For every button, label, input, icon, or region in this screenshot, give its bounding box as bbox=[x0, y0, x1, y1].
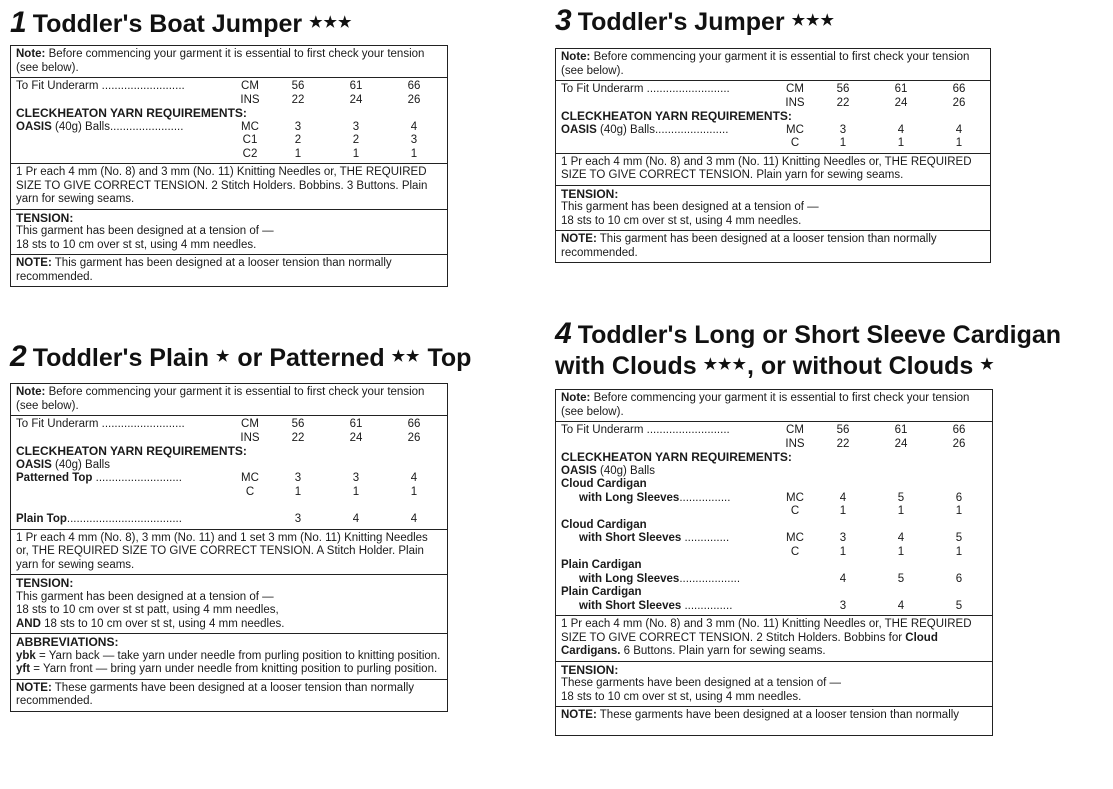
size-value: 61 bbox=[894, 424, 908, 436]
variant-title: Plain Cardigan bbox=[561, 559, 642, 571]
size-value: 22 bbox=[836, 96, 850, 109]
yarn-heading: CLECKHEATON YARN REQUIREMENTS: bbox=[561, 109, 792, 123]
size-value: 22 bbox=[836, 437, 850, 450]
variant-sub: with Short Sleeves bbox=[579, 532, 682, 544]
pattern-box bbox=[10, 45, 448, 287]
ball-count: 4 bbox=[897, 532, 905, 544]
variant-title: Plain Cardigan bbox=[561, 586, 642, 598]
ball-count: 3 bbox=[294, 513, 302, 525]
note-lead: Note: bbox=[16, 48, 46, 60]
looser-tension-note bbox=[11, 679, 447, 711]
title-text: , or without Clouds bbox=[746, 352, 974, 380]
tension-heading: TENSION: bbox=[16, 576, 74, 590]
note-lead: NOTE: bbox=[16, 681, 52, 694]
tension-heading: TENSION: bbox=[16, 210, 74, 225]
sizes-cm-row bbox=[561, 424, 988, 438]
ball-count: 4 bbox=[839, 572, 847, 585]
variant-sub: with Long Sleeves bbox=[579, 572, 680, 585]
tension-text: These garments have been designed at a tension of — bbox=[561, 677, 842, 689]
leader-dots: ................ bbox=[679, 491, 731, 504]
title-text: with Clouds bbox=[555, 352, 697, 380]
yarn-row bbox=[561, 546, 988, 560]
yarn-weight: (40g) Balls....................... bbox=[51, 120, 184, 133]
tension-heading: TENSION: bbox=[561, 186, 619, 201]
size-value: 26 bbox=[952, 437, 966, 450]
needles-and-notions: 1 Pr each 4 mm (No. 8), 3 mm (No. 11) and 1 set 3 mm (No. 11) Knitting Needles or, THE REQUIRED SIZE TO GIVE CORRECT TENSION. A Stitch Holder. Plain yarn for sewing seams. bbox=[11, 529, 447, 575]
variant-title: Cloud Cardigan bbox=[561, 518, 647, 531]
yarn-row bbox=[16, 513, 443, 527]
ball-count: 1 bbox=[410, 485, 418, 498]
variant-sub: with Short Sleeves bbox=[579, 599, 682, 612]
tension-text: 18 sts to 10 cm over st st, using 4 mm needles. bbox=[16, 238, 257, 251]
sizes-ins-row bbox=[561, 97, 986, 111]
size-value: 56 bbox=[836, 424, 850, 436]
needles-and-notions bbox=[556, 615, 992, 661]
ball-count: 2 bbox=[294, 134, 302, 146]
ball-count: 1 bbox=[839, 505, 847, 517]
tension-text: 18 sts to 10 cm over st st, using 4 mm needles. bbox=[561, 214, 802, 227]
size-value: 56 bbox=[291, 80, 305, 92]
colour-code: C2 bbox=[242, 147, 258, 160]
variant-label: Patterned Top bbox=[16, 472, 93, 484]
ball-count: 3 bbox=[839, 123, 847, 136]
pattern-title bbox=[10, 8, 448, 39]
colour-code: C bbox=[790, 505, 800, 517]
ball-count: 5 bbox=[897, 491, 905, 504]
and-keyword: AND bbox=[16, 617, 41, 630]
ball-count: 5 bbox=[955, 599, 963, 612]
ball-count: 1 bbox=[897, 137, 905, 149]
pattern-number: 3 bbox=[555, 4, 572, 37]
ball-count: 1 bbox=[352, 147, 360, 160]
colour-code: C bbox=[790, 137, 800, 149]
section-cardigan bbox=[555, 319, 1111, 736]
cm-label: CM bbox=[241, 418, 259, 430]
ball-count: 1 bbox=[955, 545, 963, 558]
abbr-definition: = Yarn front — bring yarn under needle from knitting position to purling position. bbox=[30, 663, 438, 675]
size-value: 66 bbox=[407, 418, 421, 430]
ball-count: 3 bbox=[294, 472, 302, 484]
cm-label: CM bbox=[786, 83, 804, 95]
size-value: 24 bbox=[894, 437, 908, 450]
tension-text: 18 sts to 10 cm over st st, using 4 mm needles. bbox=[561, 690, 802, 703]
ball-count: 5 bbox=[955, 532, 963, 544]
ball-count: 3 bbox=[352, 472, 360, 484]
cm-label: CM bbox=[786, 424, 804, 436]
pattern-title bbox=[555, 319, 1111, 381]
abbr-definition: = Yarn back — take yarn under needle from purling position to knitting position. bbox=[35, 649, 441, 662]
pattern-number: 1 bbox=[10, 6, 27, 39]
ball-count: 3 bbox=[839, 532, 847, 544]
ball-count: 4 bbox=[410, 472, 418, 484]
ball-count: 1 bbox=[352, 485, 360, 498]
check-tension-note bbox=[556, 49, 990, 80]
ball-count: 1 bbox=[294, 147, 302, 160]
size-value: 24 bbox=[894, 96, 908, 109]
ball-count: 1 bbox=[839, 137, 847, 149]
tension-text: This garment has been designed at a tension of — bbox=[16, 225, 274, 237]
ins-label: INS bbox=[240, 93, 260, 106]
yarn-row bbox=[561, 137, 986, 151]
ball-count: 1 bbox=[897, 505, 905, 517]
size-value: 24 bbox=[349, 93, 363, 106]
ball-count: 4 bbox=[897, 123, 905, 136]
ball-count: 6 bbox=[955, 491, 963, 504]
ball-count: 4 bbox=[352, 513, 360, 525]
size-value: 22 bbox=[291, 93, 305, 106]
pattern-title bbox=[10, 340, 472, 373]
note-text: Before commencing your garment it is essential to first check your tension (see below). bbox=[561, 392, 970, 418]
size-value: 24 bbox=[349, 431, 363, 444]
variant-title: Cloud Cardigan bbox=[561, 478, 647, 490]
tension-text: This garment has been designed at a tension of — bbox=[561, 201, 819, 213]
size-value: 26 bbox=[952, 96, 966, 109]
yarn-row bbox=[16, 134, 443, 148]
tension-text: 18 sts to 10 cm over st st patt, using 4 mm needles, bbox=[16, 604, 279, 616]
ball-count: 4 bbox=[410, 513, 418, 525]
tension-block bbox=[556, 185, 990, 231]
yarn-heading: CLECKHEATON YARN REQUIREMENTS: bbox=[16, 106, 247, 120]
fit-label: To Fit Underarm .......................... bbox=[16, 418, 185, 430]
yarn-row bbox=[16, 148, 443, 162]
colour-code: MC bbox=[786, 491, 804, 504]
needles-and-notions: 1 Pr each 4 mm (No. 8) and 3 mm (No. 11) Knitting Needles or, THE REQUIRED SIZE TO GIVE CORRECT TENSION. Plain yarn for sewing seams. bbox=[556, 153, 990, 185]
ball-count: 3 bbox=[352, 120, 360, 133]
needles-and-notions: 1 Pr each 4 mm (No. 8) and 3 mm (No. 11) Knitting Needles or, THE REQUIRED SIZE TO GIVE CORRECT TENSION. 2 Stitch Holders. Bobbins. 3 Buttons. Plain yarn for sewing seams. bbox=[11, 163, 447, 209]
ball-count: 1 bbox=[955, 137, 963, 149]
size-value: 66 bbox=[407, 80, 421, 92]
size-value: 22 bbox=[291, 431, 305, 444]
leader-dots: ........................... bbox=[92, 472, 182, 484]
pattern-box bbox=[555, 48, 991, 263]
variant-sub: with Long Sleeves bbox=[579, 491, 680, 504]
pattern-number: 2 bbox=[10, 340, 27, 373]
note-text: These garments have been designed at a looser tension than normally recommended. bbox=[16, 681, 415, 707]
fit-label: To Fit Underarm .......................... bbox=[561, 424, 730, 436]
title-text: Top bbox=[420, 344, 472, 372]
pattern-number: 4 bbox=[555, 317, 572, 350]
colour-code: C bbox=[245, 485, 255, 498]
yarn-row bbox=[16, 472, 443, 486]
fit-label: To Fit Underarm .......................... bbox=[561, 83, 730, 95]
ball-count: 4 bbox=[955, 123, 963, 136]
title-text: Toddler's Plain bbox=[32, 344, 210, 372]
size-value: 56 bbox=[291, 418, 305, 430]
check-tension-note bbox=[11, 46, 447, 77]
sizes-cm-row bbox=[16, 80, 443, 94]
note-lead: NOTE: bbox=[16, 257, 52, 269]
abbreviation-ybk bbox=[16, 650, 443, 664]
yarn-weight: (40g) Balls bbox=[596, 464, 655, 477]
ball-count: 4 bbox=[897, 599, 905, 612]
ball-count: 1 bbox=[839, 545, 847, 558]
note-lead: NOTE: bbox=[561, 709, 597, 721]
tension-block bbox=[556, 661, 992, 707]
sizes-and-yarn bbox=[556, 80, 990, 153]
leader-dots: .................................... bbox=[66, 513, 182, 525]
yarn-brand: OASIS bbox=[561, 123, 597, 136]
title-text: Toddler's Jumper bbox=[577, 8, 785, 36]
fit-label: To Fit Underarm .......................... bbox=[16, 80, 185, 92]
needles-bold: Cloud Cardigans. bbox=[561, 631, 938, 657]
needles-text: 6 Buttons. Plain yarn for sewing seams. bbox=[620, 645, 826, 657]
sizes-ins-row bbox=[561, 438, 988, 452]
note-lead: Note: bbox=[16, 386, 46, 398]
title-text: Toddler's Boat Jumper bbox=[32, 10, 303, 38]
difficulty-stars: ★★★ bbox=[791, 12, 835, 29]
yarn-heading: CLECKHEATON YARN REQUIREMENTS: bbox=[561, 450, 792, 464]
tension-text bbox=[16, 618, 443, 632]
pattern-box bbox=[10, 383, 448, 712]
yarn-row bbox=[16, 121, 443, 135]
size-value: 26 bbox=[407, 93, 421, 106]
yarn-weight: (40g) Balls bbox=[51, 458, 110, 471]
ball-count: 1 bbox=[955, 505, 963, 517]
section-plain-patterned-top bbox=[10, 340, 472, 712]
note-text: Before commencing your garment it is essential to first check your tension (see below). bbox=[16, 48, 425, 74]
tension-block bbox=[11, 574, 447, 633]
abbreviations-block bbox=[11, 633, 447, 679]
sizes-and-yarn bbox=[11, 77, 447, 163]
yarn-row bbox=[561, 532, 988, 546]
yarn-brand: OASIS bbox=[16, 120, 52, 133]
size-value: 61 bbox=[349, 80, 363, 92]
ins-label: INS bbox=[785, 96, 805, 109]
needles-text: 1 Pr each 4 mm (No. 8) and 3 mm (No. 11) Knitting Needles or, THE REQUIRED SIZE TO GIVE CORRECT TENSION. 2 Stitch Holders. Bobbins for bbox=[561, 618, 972, 644]
sizes-ins-row bbox=[16, 432, 443, 446]
note-lead: Note: bbox=[561, 51, 591, 63]
note-lead: Note: bbox=[561, 392, 591, 404]
colour-code bbox=[776, 573, 814, 587]
ball-count: 1 bbox=[294, 485, 302, 498]
difficulty-stars: ★ bbox=[215, 348, 231, 365]
note-text: This garment has been designed at a looser tension than normally recommended. bbox=[16, 257, 392, 283]
abbr-term: ybk bbox=[16, 649, 36, 662]
colour-code: MC bbox=[786, 123, 804, 136]
tension-text: This garment has been designed at a tension of — bbox=[16, 590, 274, 603]
note-text: These garments have been designed at a looser tension than normally bbox=[596, 709, 960, 721]
difficulty-stars: ★★ bbox=[391, 348, 421, 365]
size-value: 61 bbox=[349, 418, 363, 430]
size-value: 66 bbox=[952, 83, 966, 95]
yarn-brand: OASIS bbox=[561, 464, 597, 477]
looser-tension-note bbox=[556, 706, 992, 735]
note-text: Before commencing your garment it is essential to first check your tension (see below). bbox=[16, 386, 425, 412]
colour-code: C bbox=[790, 545, 800, 558]
size-value: 66 bbox=[952, 424, 966, 436]
difficulty-stars: ★ bbox=[980, 356, 995, 373]
yarn-brand: OASIS bbox=[16, 458, 52, 471]
leader-dots: .............. bbox=[681, 532, 730, 544]
ins-label: INS bbox=[785, 437, 805, 450]
sizes-cm-row bbox=[561, 83, 986, 97]
yarn-row bbox=[561, 124, 986, 138]
tension-text-rest: 18 sts to 10 cm over st st, using 4 mm needles. bbox=[40, 617, 285, 630]
looser-tension-note bbox=[556, 230, 990, 262]
colour-code: MC bbox=[241, 472, 259, 484]
abbr-term: yft bbox=[16, 663, 31, 675]
yarn-row bbox=[561, 505, 988, 519]
ball-count: 3 bbox=[294, 120, 302, 133]
sizes-and-yarn bbox=[556, 421, 992, 615]
size-value: 61 bbox=[894, 83, 908, 95]
ball-count: 1 bbox=[897, 545, 905, 558]
check-tension-note bbox=[11, 384, 447, 415]
colour-code: MC bbox=[786, 532, 804, 544]
yarn-row bbox=[16, 486, 443, 500]
note-lead: NOTE: bbox=[561, 233, 597, 245]
yarn-brand-line bbox=[561, 465, 988, 479]
sizes-cm-row bbox=[16, 418, 443, 432]
note-text: Before commencing your garment it is essential to first check your tension (see below). bbox=[561, 51, 970, 77]
colour-code bbox=[776, 600, 814, 614]
tension-heading: TENSION: bbox=[561, 662, 619, 677]
abbreviation-yft bbox=[16, 663, 443, 677]
note-text: This garment has been designed at a looser tension than normally recommended. bbox=[561, 233, 937, 259]
yarn-heading: CLECKHEATON YARN REQUIREMENTS: bbox=[16, 444, 247, 458]
title-text: or Patterned bbox=[230, 344, 385, 372]
tension-block bbox=[11, 209, 447, 255]
section-toddlers-jumper bbox=[555, 6, 991, 263]
section-boat-jumper bbox=[10, 8, 448, 287]
yarn-row bbox=[561, 573, 988, 587]
ball-count: 6 bbox=[955, 572, 963, 585]
ball-count: 5 bbox=[897, 572, 905, 585]
sizes-and-yarn bbox=[11, 415, 447, 529]
ball-count: 3 bbox=[839, 599, 847, 612]
leader-dots: ............... bbox=[681, 599, 733, 612]
yarn-row bbox=[561, 600, 988, 614]
check-tension-note bbox=[556, 390, 992, 421]
pattern-box bbox=[555, 389, 993, 736]
ball-count: 2 bbox=[352, 134, 360, 146]
yarn-row bbox=[561, 492, 988, 506]
colour-code: MC bbox=[241, 120, 259, 133]
ball-count: 4 bbox=[839, 491, 847, 504]
size-value: 26 bbox=[407, 431, 421, 444]
pattern-title bbox=[555, 6, 991, 37]
yarn-brand-line bbox=[16, 459, 443, 473]
abbreviations-heading: ABBREVIATIONS: bbox=[16, 635, 119, 649]
difficulty-stars: ★★★ bbox=[309, 14, 353, 31]
difficulty-stars: ★★★ bbox=[703, 356, 747, 373]
cm-label: CM bbox=[241, 80, 259, 92]
looser-tension-note bbox=[11, 254, 447, 286]
variant-label: Plain Top bbox=[16, 513, 67, 525]
title-text: Toddler's Long or Short Sleeve Cardigan bbox=[577, 321, 1062, 349]
ball-count: 4 bbox=[410, 120, 418, 133]
sizes-ins-row bbox=[16, 94, 443, 108]
yarn-weight: (40g) Balls....................... bbox=[596, 123, 729, 136]
leader-dots: ................... bbox=[679, 572, 741, 585]
ball-count: 3 bbox=[410, 134, 418, 146]
size-value: 56 bbox=[836, 83, 850, 95]
colour-code: C1 bbox=[242, 134, 258, 146]
ball-count: 1 bbox=[410, 147, 418, 160]
ins-label: INS bbox=[240, 431, 260, 444]
